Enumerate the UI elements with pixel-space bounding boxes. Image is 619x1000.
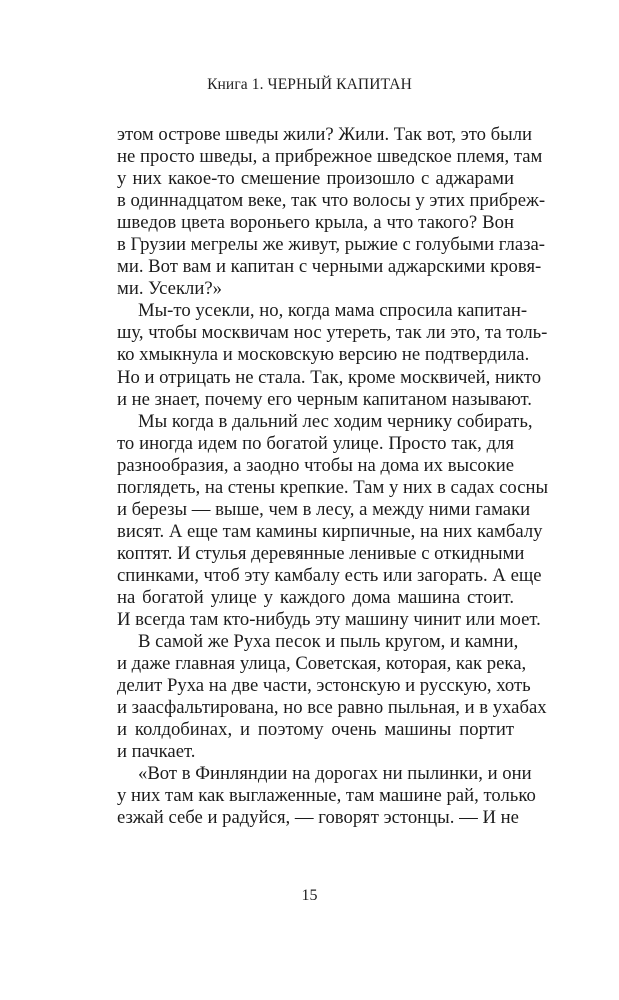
- text-line: и не знает, почему его черным капитаном называют.: [117, 388, 532, 410]
- text-line: у них там как выглаженные, там машине рай, только: [117, 785, 536, 807]
- text-line: ко хмыкнула и московскую версию не подтвердила.: [117, 344, 530, 366]
- text-line: спинками, чтоб эту камбалу есть или загорать. А еще: [117, 564, 542, 586]
- text-line: у них какое-то смешение произошло с аджарами: [117, 168, 514, 190]
- text-line: делит Руха на две части, эстонскую и русскую, хоть: [117, 675, 531, 697]
- text-line: Мы когда в дальний лес ходим чернику собирать,: [138, 410, 533, 432]
- text-line: и пачкает.: [117, 741, 196, 763]
- text-line: поглядеть, на стены крепкие. Там у них в садах сосны: [117, 476, 549, 498]
- page-number: 15: [301, 887, 318, 904]
- body-text: [117, 124, 549, 830]
- running-header: Книга 1. ЧЕРНЫЙ КАПИТАН: [207, 76, 412, 93]
- paragraph: [117, 631, 547, 763]
- text-line: на богатой улице у каждого дома машина стоит.: [117, 586, 514, 608]
- text-line: этом острове шведы жили? Жили. Так вот, это были: [117, 124, 533, 145]
- text-line: и заасфальтирована, но все равно пыльная, и в ухабах: [117, 697, 547, 719]
- text-line: шу, чтобы москвичам нос утереть, так ли это, та толь-: [117, 322, 548, 344]
- text-line: И всегда там кто-нибудь эту машину чинит или моет.: [117, 609, 541, 631]
- text-line: ми. Вот вам и капитан с черными аджарскими кровя-: [117, 256, 542, 278]
- paragraph: [117, 763, 536, 829]
- text-line: висят. А еще там камины кирпичные, на них камбалу: [117, 520, 543, 542]
- text-line: Но и отрицать не стала. Так, кроме москвичей, никто: [117, 366, 542, 388]
- text-line: и даже главная улица, Советская, которая, как река,: [117, 653, 527, 675]
- paragraph: [117, 300, 548, 410]
- text-line: в одиннадцатом веке, так что волосы у этих прибреж-: [117, 190, 546, 212]
- paragraph: [117, 410, 549, 631]
- paragraph: [117, 124, 546, 300]
- text-line: коптят. И стулья деревянные ленивые с откидными: [117, 542, 525, 564]
- text-line: разнообразия, а заодно чтобы на дома их высокие: [117, 454, 515, 476]
- text-line: швeдов цвета вороньего крыла, а что такого? Вон: [117, 212, 514, 234]
- text-line: и колдобинах, и поэтому очень машины портит: [117, 719, 514, 741]
- text-line: не просто шведы, а прибрежное шведское племя, там: [117, 146, 543, 168]
- text-line: В самой же Руха песок и пыль кругом, и камни,: [138, 631, 519, 653]
- text-line: в Грузии мегрелы же живут, рыжие с голубыми глаза-: [117, 234, 546, 256]
- text-line: то иногда идем по богатой улице. Просто так, для: [117, 432, 514, 454]
- text-line: «Вот в Финляндии на дорогах ни пылинки, и они: [138, 763, 532, 785]
- text-line: ми. Усекли?»: [117, 278, 223, 300]
- text-line: Мы-то усекли, но, когда мама спросила капитан-: [138, 300, 528, 322]
- text-line: езжай себе и радуйся, — говорят эстонцы. — И не: [117, 807, 519, 829]
- text-line: и березы — выше, чем в лесу, а между ними гамаки: [117, 498, 531, 520]
